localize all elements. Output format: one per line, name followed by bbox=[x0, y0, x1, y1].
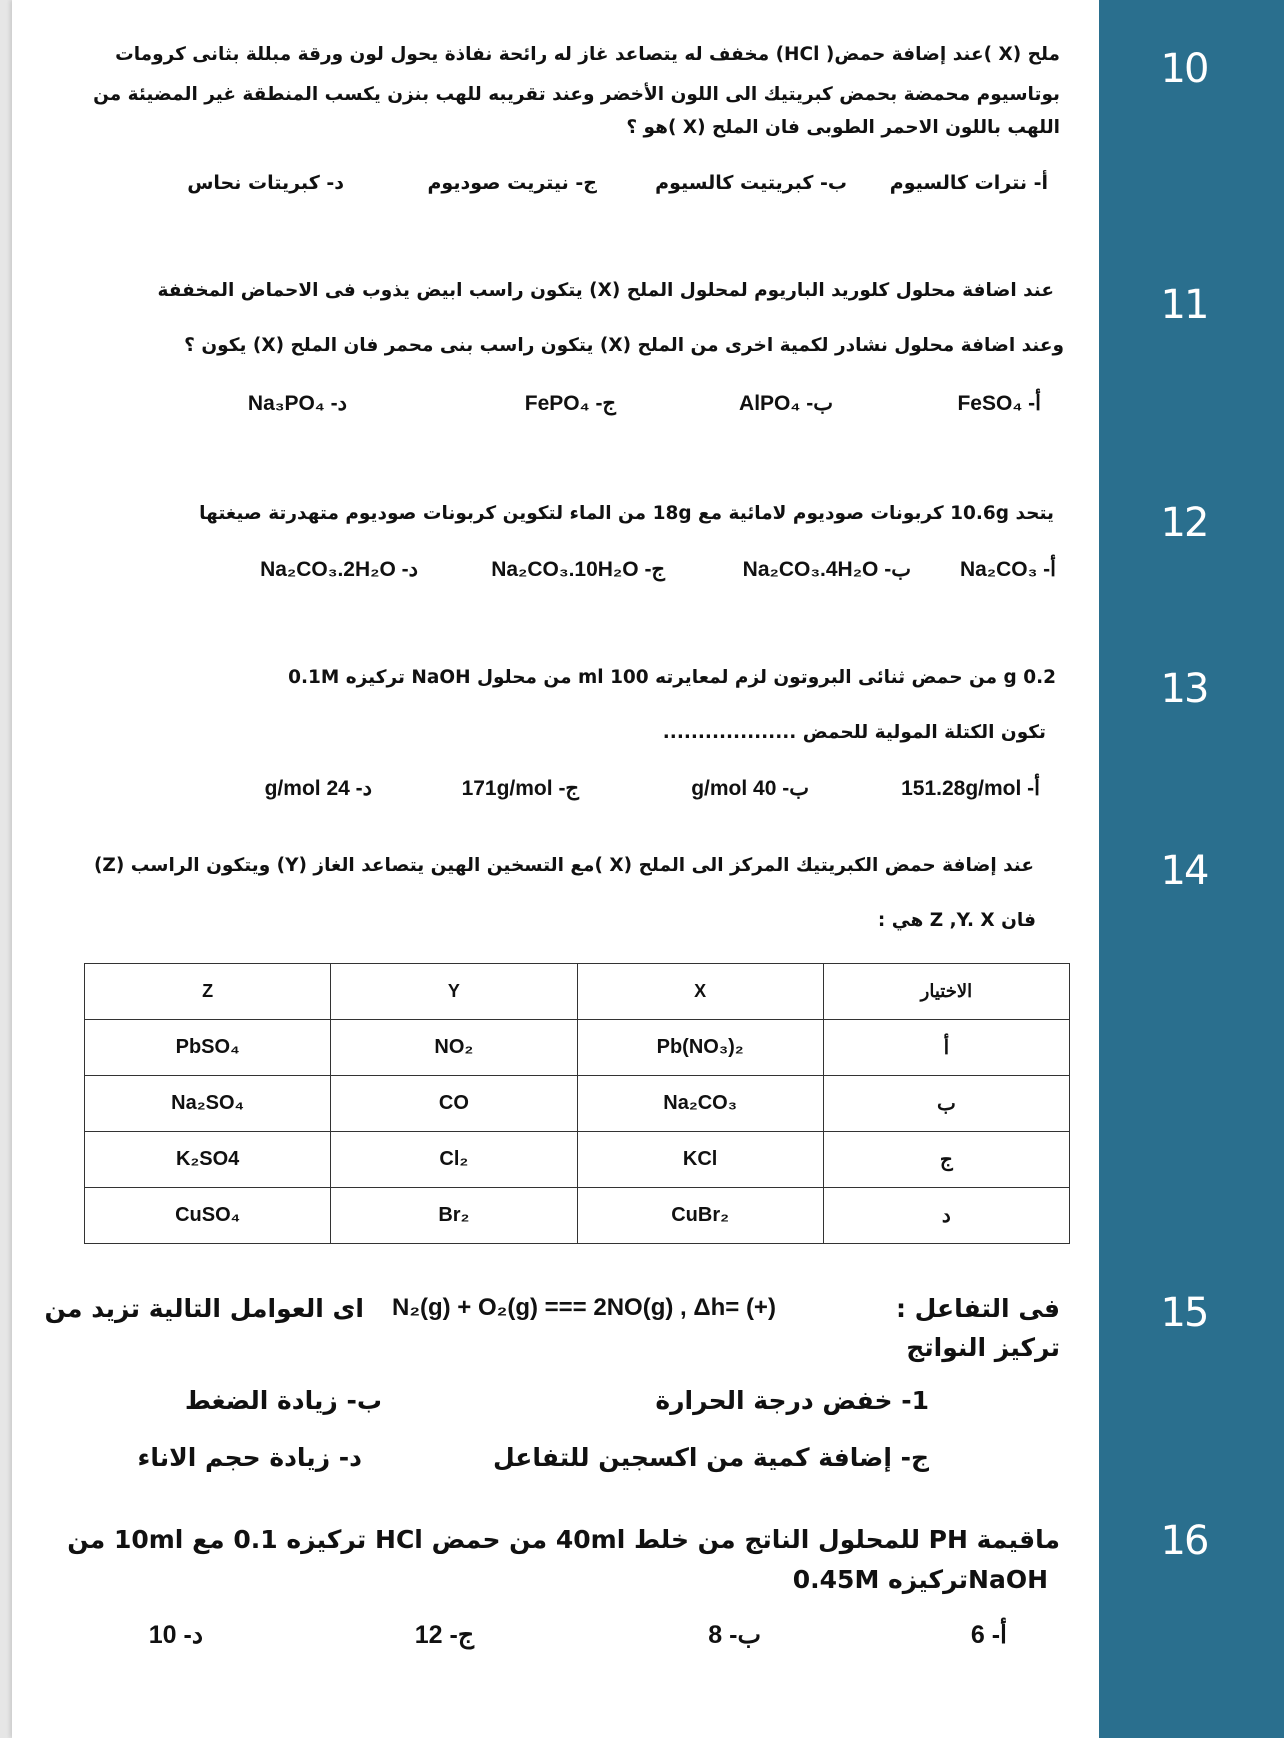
table-cell-z: Na₂SO₄ bbox=[85, 1076, 331, 1132]
table-row[interactable] bbox=[85, 1188, 1070, 1244]
q12-option-a[interactable]: أ- Na₂CO₃ bbox=[959, 558, 1056, 581]
table-cell-choice: ب bbox=[823, 1076, 1069, 1132]
q15-option-d[interactable]: د- زيادة حجم الاناء bbox=[137, 1443, 362, 1472]
q10-option-b[interactable]: ب- كبريتيت كالسيوم bbox=[655, 172, 847, 194]
table-cell-y: CO bbox=[331, 1076, 577, 1132]
q15-option-a[interactable]: 1- خفض درجة الحرارة bbox=[655, 1386, 929, 1415]
q16-option-c[interactable]: ج- 12 bbox=[414, 1621, 474, 1649]
table-cell-x: KCl bbox=[577, 1132, 823, 1188]
q13-option-b[interactable]: ب- 40 g/mol bbox=[691, 777, 809, 800]
table-cell-x: Pb(NO₃)₂ bbox=[577, 1020, 823, 1076]
q11-option-d[interactable]: د- Na₃PO₄ bbox=[247, 392, 347, 415]
table-cell-y: Cl₂ bbox=[331, 1132, 577, 1188]
table-header-choice: الاختيار bbox=[823, 964, 1069, 1020]
table-header-x: X bbox=[577, 964, 823, 1020]
q10-option-a[interactable]: أ- نترات كالسيوم bbox=[889, 172, 1048, 194]
q11-option-a[interactable]: أ- FeSO₄ bbox=[957, 392, 1041, 415]
question-number-10: 10 bbox=[1160, 46, 1208, 92]
question-number-16: 16 bbox=[1160, 1518, 1208, 1564]
q16-option-a[interactable]: أ- 6 bbox=[970, 1621, 1007, 1649]
q15-option-c[interactable]: ج- إضافة كمية من اكسجين للتفاعل bbox=[492, 1443, 929, 1472]
q16-text-line-2: NaOHتركيزه 0.45M bbox=[792, 1565, 1048, 1594]
table-cell-x: CuBr₂ bbox=[577, 1188, 823, 1244]
q10-option-d[interactable]: د- كبريتات نحاس bbox=[187, 172, 344, 194]
q13-option-d[interactable]: د- 24 g/mol bbox=[264, 777, 372, 800]
table-cell-choice: أ bbox=[823, 1020, 1069, 1076]
q12-option-b[interactable]: ب- Na₂CO₃.4H₂O bbox=[742, 558, 911, 581]
q14-choices-table bbox=[84, 963, 1070, 1244]
table-cell-y: NO₂ bbox=[331, 1020, 577, 1076]
question-number-15: 15 bbox=[1160, 1290, 1208, 1336]
q10-text-line-1: ملح (X )عند إضافة حمض( HCl) مخفف له يتصاعد غاز له رائحة نفاذة يحول لون ورقة مبللة بثانى كرومات bbox=[115, 44, 1060, 65]
q13-option-a[interactable]: أ- 151.28g/mol bbox=[901, 777, 1040, 800]
q10-option-c[interactable]: ج- نيتريت صوديوم bbox=[427, 172, 597, 194]
q13-option-c[interactable]: ج- 171g/mol bbox=[461, 777, 579, 800]
table-cell-z: PbSO₄ bbox=[85, 1020, 331, 1076]
question-number-13: 13 bbox=[1160, 666, 1208, 712]
table-cell-y: Br₂ bbox=[331, 1188, 577, 1244]
table-cell-z: CuSO₄ bbox=[85, 1188, 331, 1244]
question-number-sidebar bbox=[1099, 0, 1284, 1738]
q16-text-line-1: ماقيمة PH للمحلول الناتج من خلط 40ml من حمض HCl تركيزه 0.1 مع 10ml من bbox=[67, 1525, 1060, 1554]
q13-text-line-2: تكون الكتلة المولية للحمض ................... bbox=[662, 722, 1046, 743]
q12-option-c[interactable]: ج- Na₂CO₃.10H₂O bbox=[491, 558, 665, 581]
table-cell-choice: ج bbox=[823, 1132, 1069, 1188]
q15-equation: N₂(g) + O₂(g) === 2NO(g) , Δh= (+) bbox=[392, 1294, 776, 1321]
q13-text-line-1: 0.2 g من حمض ثنائى البروتون لزم لمعايرته 100 ml من محلول NaOH تركيزه 0.1M bbox=[288, 667, 1056, 688]
table-row[interactable] bbox=[85, 1132, 1070, 1188]
question-number-11: 11 bbox=[1160, 282, 1208, 328]
q11-text-line-1: عند اضافة محلول كلوريد الباريوم لمحلول الملح (X) يتكون راسب ابيض يذوب فى الاحماض المخففة bbox=[157, 280, 1054, 301]
q12-text-line-1: يتحد 10.6g كربونات صوديوم لامائية مع 18g من الماء لتكوين كربونات صوديوم متهدرتة صيغتها bbox=[199, 503, 1054, 524]
q15-text-line-2: تركيز النواتج bbox=[906, 1333, 1060, 1362]
table-row[interactable] bbox=[85, 1076, 1070, 1132]
table-cell-z: K₂SO4 bbox=[85, 1132, 331, 1188]
q14-text-line-1: عند إضافة حمض الكبريتيك المركز الى الملح (X )مع التسخين الهين يتصاعد الغاز (Y) ويتكون الراسب (Z) bbox=[93, 855, 1034, 876]
q10-text-line-2: بوتاسيوم محمضة بحمض كبريتيك الى اللون الأخضر وعند تقريبه للهب بنزن يكسب المنطقة غير المضيئة من bbox=[93, 84, 1060, 105]
q11-option-c[interactable]: ج- FePO₄ bbox=[524, 392, 616, 415]
question-number-14: 14 bbox=[1160, 848, 1208, 894]
q15-text-prefix: فى التفاعل : bbox=[895, 1294, 1060, 1323]
q11-text-line-2: وعند اضافة محلول نشادر لكمية اخرى من الملح (X) يتكون راسب بنى محمر فان الملح (X) يكون ؟ bbox=[184, 335, 1064, 356]
table-header-row bbox=[85, 964, 1070, 1020]
q16-option-d[interactable]: د- 10 bbox=[148, 1621, 203, 1649]
q14-text-line-2: فان Z ,Y. X هي : bbox=[877, 910, 1036, 931]
q15-text-suffix: اى العوامل التالية تزيد من bbox=[44, 1294, 364, 1323]
question-number-12: 12 bbox=[1160, 500, 1208, 546]
q12-option-d[interactable]: د- Na₂CO₃.2H₂O bbox=[260, 558, 418, 581]
q11-option-b[interactable]: ب- AlPO₄ bbox=[739, 392, 833, 415]
table-header-z: Z bbox=[85, 964, 331, 1020]
q16-option-b[interactable]: ب- 8 bbox=[708, 1621, 761, 1649]
table-header-y: Y bbox=[331, 964, 577, 1020]
table-cell-x: Na₂CO₃ bbox=[577, 1076, 823, 1132]
exam-page bbox=[12, 0, 1284, 1738]
q15-option-b[interactable]: ب- زيادة الضغط bbox=[184, 1386, 382, 1415]
table-row[interactable] bbox=[85, 1020, 1070, 1076]
q10-text-line-3: اللهب باللون الاحمر الطوبى فان الملح (X )هو ؟ bbox=[626, 117, 1060, 138]
table-cell-choice: د bbox=[823, 1188, 1069, 1244]
